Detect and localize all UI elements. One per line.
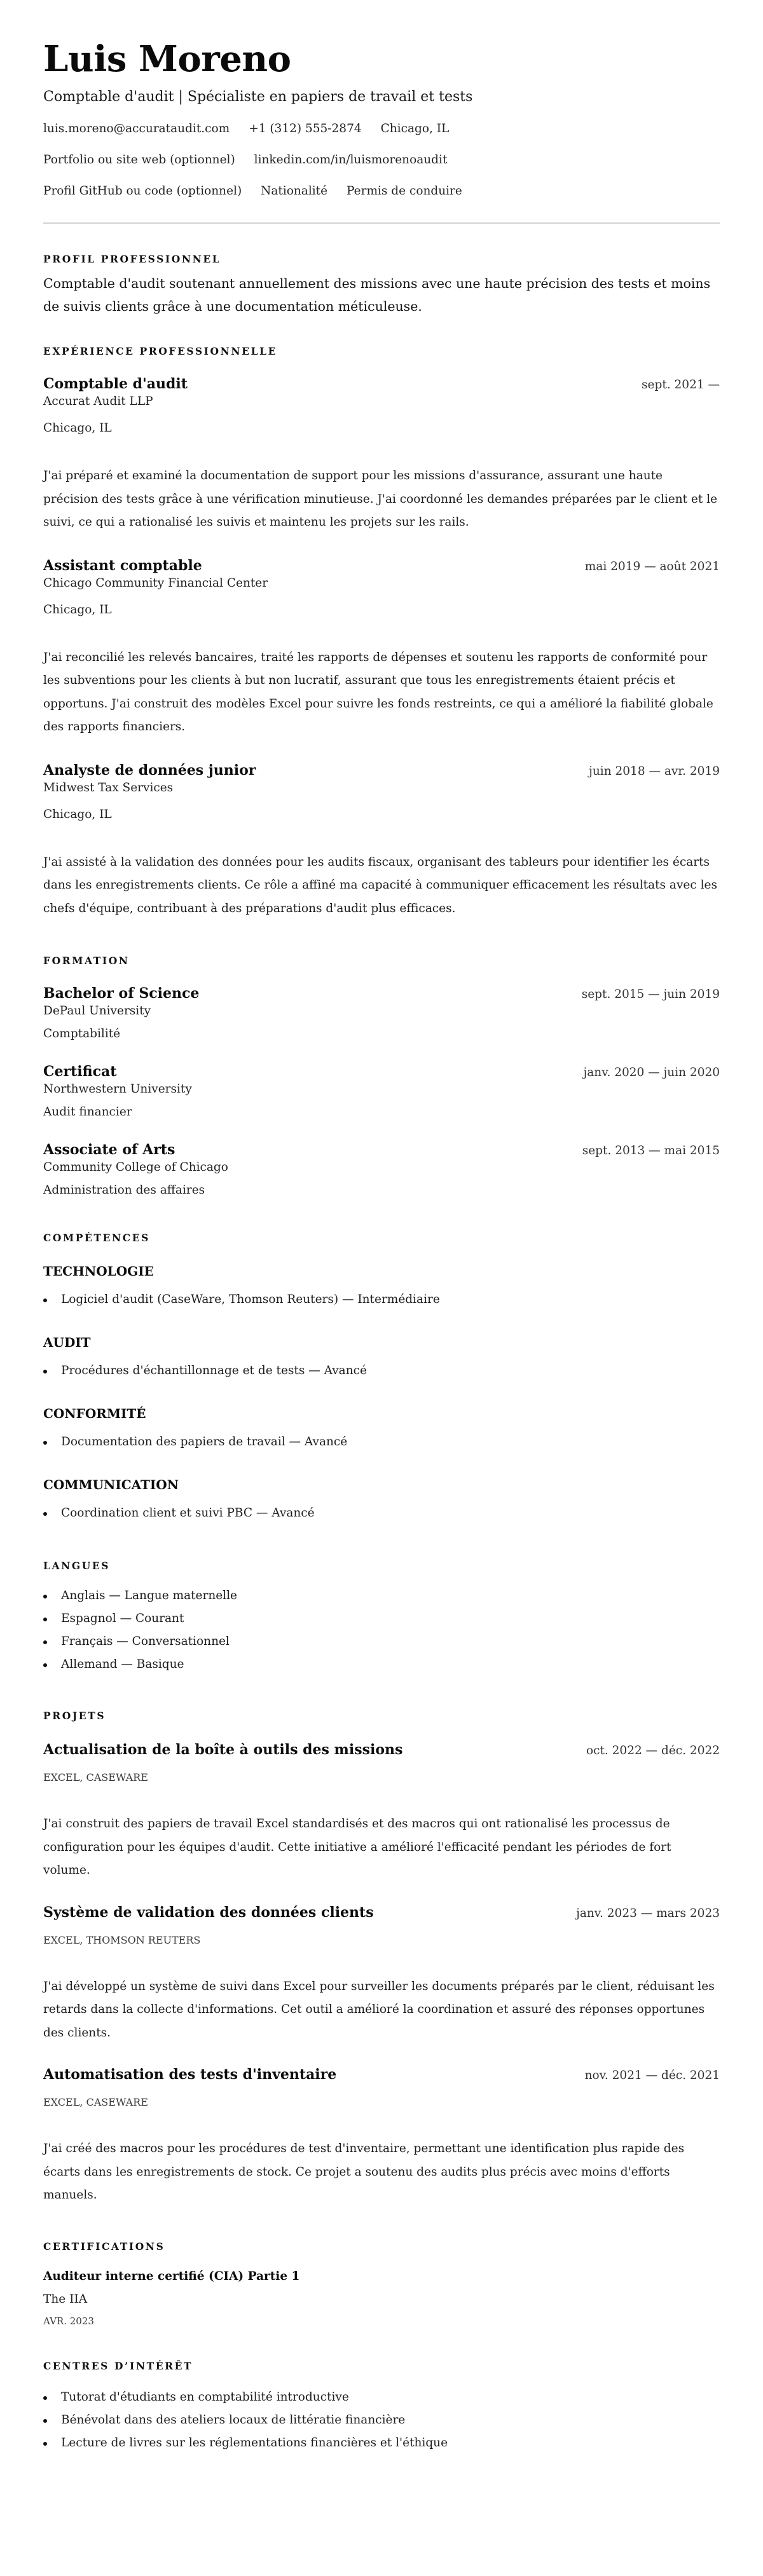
skill-list [43,1434,720,1450]
certification-date: AVR. 2023 [43,2315,94,2327]
certification-name: Auditeur interne certifié (CIA) Partie 1 [43,2269,300,2283]
experience-entry [43,556,720,739]
project-entry [43,1903,720,2045]
section-profile [43,253,720,318]
field-of-study: Comptabilité [43,1027,121,1040]
skill-list [43,1291,720,1308]
project-name: Système de validation des données clients [43,1904,374,1921]
job-description: J'ai reconcilié les relevés bancaires, traité les rapports de dépenses et soutenu les rapports de conformité pour les subventions pour les clients à but non lucratif, assurant que tous les enregistrements étaient précis et opportuns. J'ai construit des modèles Excel pour suivre les fonds restreints, ce qui a amélioré la fiabilité globale des rapports financiers. [43,650,713,733]
contact-phone[interactable]: +1 (312) 555-2874 [249,122,362,135]
field-of-study: Audit financier [43,1105,132,1119]
school-name: Northwestern University [43,1082,192,1096]
section-title: EXPÉRIENCE PROFESSIONNELLE [43,345,277,357]
section-education [43,955,720,1199]
section-title: COMPÉTENCES [43,1232,150,1244]
section-title: FORMATION [43,955,130,967]
job-description: J'ai assisté à la validation des données pour les audits fiscaux, organisant des tableurs pour identifier les écarts dans les enregistrements clients. Ce rôle a affiné ma capacité à communiquer efficacement les résultats avec les chefs d'équipe, contribuant à des préparations d'audit plus efficaces. [43,855,717,915]
candidate-headline: Comptable d'audit | Spécialiste en papiers de travail et tests [43,89,473,105]
job-location: Chicago, IL [43,807,112,821]
job-dates: mai 2019 — août 2021 [584,559,720,573]
school-name: DePaul University [43,1004,151,1018]
company-name: Accurat Audit LLP [43,395,153,408]
project-entry [43,1740,720,1883]
language-item: Anglais — Langue maternelle [43,1588,720,1604]
degree-name: Associate of Arts [43,1141,175,1158]
interest-item: Lecture de livres sur les réglementations financières et l'éthique [43,2435,720,2451]
skill-category: COMMUNICATION [43,1477,179,1492]
job-dates: sept. 2021 — [642,378,720,392]
candidate-name: Luis Moreno [43,38,291,80]
job-location: Chicago, IL [43,603,112,617]
contact-portfolio[interactable]: Portfolio ou site web (optionnel) [43,153,235,167]
section-title: LANGUES [43,1560,111,1572]
education-entry [43,1140,720,1199]
job-title: Comptable d'audit [43,376,188,392]
section-interests [43,2360,720,2451]
contact-row [43,183,720,200]
section-experience [43,345,720,920]
experience-entry [43,761,720,921]
skill-category: AUDIT [43,1335,91,1350]
education-dates: janv. 2020 — juin 2020 [583,1066,720,1079]
project-name: Automatisation des tests d'inventaire [43,2066,337,2083]
interest-item: Bénévolat dans des ateliers locaux de littératie financière [43,2412,720,2429]
project-entry [43,2065,720,2207]
resume-header [43,37,720,224]
section-title: CENTRES D’INTÉRÊT [43,2359,193,2372]
contact-nationality: Nationalité [261,184,328,198]
contact-email[interactable]: luis.moreno@accurataudit.com [43,122,230,135]
education-dates: sept. 2015 — juin 2019 [581,988,720,1001]
section-title: PROFIL PROFESSIONNEL [43,253,221,265]
job-location: Chicago, IL [43,421,112,435]
degree-name: Bachelor of Science [43,985,200,1002]
header-divider [43,222,720,224]
section-projects [43,1710,720,2207]
skill-category: CONFORMITÉ [43,1406,146,1421]
job-description: J'ai préparé et examiné la documentation de support pour les missions d'assurance, assurant une haute précision des tests grâce à une vérification minutieuse. J'ai coordonné les demandes préparées par le client et le suivi, ce qui a rationalisé les suivis et maintenu les projets sur les rails. [43,469,718,529]
profile-summary: Comptable d'audit soutenant annuellement des missions avec une haute précision des tests et moins de suivis clients grâce à une documentation méticuleuse. [43,276,711,314]
section-languages [43,1560,720,1673]
skill-category: TECHNOLOGIE [43,1264,154,1279]
skill-item: Procédures d'échantillonnage et de tests — Avancé [43,1363,720,1379]
education-entry [43,984,720,1042]
job-title: Assistant comptable [43,557,202,574]
language-list [43,1588,720,1673]
education-dates: sept. 2013 — mai 2015 [582,1144,720,1157]
company-name: Chicago Community Financial Center [43,576,268,590]
project-tech-tags: EXCEL, CASEWARE [43,2096,148,2108]
section-skills [43,1232,720,1522]
certification-issuer: The IIA [43,2292,88,2306]
section-title: PROJETS [43,1710,106,1722]
contact-linkedin[interactable]: linkedin.com/in/luismorenoaudit [254,153,448,167]
degree-name: Certificat [43,1063,117,1080]
project-dates: oct. 2022 — déc. 2022 [586,1744,720,1757]
project-description: J'ai construit des papiers de travail Excel standardisés et des macros qui ont rationalisé les processus de configuration pour les équipes d'audit. Cette initiative a amélioré l'efficacité pendant les périodes de fort volume. [43,1817,671,1877]
field-of-study: Administration des affaires [43,1183,205,1197]
project-tech-tags: EXCEL, CASEWARE [43,1771,148,1783]
language-item: Français — Conversationnel [43,1633,720,1650]
skill-item: Coordination client et suivi PBC — Avancé [43,1505,720,1522]
certification-entry [43,2268,720,2328]
job-dates: juin 2018 — avr. 2019 [589,764,720,778]
section-title: CERTIFICATIONS [43,2240,165,2252]
interest-list [43,2389,720,2451]
project-tech-tags: EXCEL, THOMSON REUTERS [43,1933,201,1946]
project-description: J'ai créé des macros pour les procédures de test d'inventaire, permettant une identification plus rapide des écarts dans les enregistrements de stock. Ce projet a soutenu des audits plus précis avec moins d'efforts manuels. [43,2142,685,2202]
project-description: J'ai développé un système de suivi dans Excel pour surveiller les documents préparés par le client, réduisant les retards dans la collecte d'informations. Cet outil a amélioré la coordination et assuré des réponses opportunes des clients. [43,1979,715,2040]
contact-row [43,152,720,168]
section-certifications [43,2240,720,2328]
skill-list [43,1363,720,1379]
education-entry [43,1062,720,1121]
contact-github[interactable]: Profil GitHub ou code (optionnel) [43,184,242,198]
language-item: Allemand — Basique [43,1656,720,1673]
project-dates: nov. 2021 — déc. 2021 [584,2069,720,2082]
language-item: Espagnol — Courant [43,1611,720,1627]
school-name: Community College of Chicago [43,1161,228,1174]
contact-row [43,121,720,137]
skill-list [43,1505,720,1522]
skill-item: Logiciel d'audit (CaseWare, Thomson Reuters) — Intermédiaire [43,1291,720,1308]
contact-driving-license: Permis de conduire [347,184,462,198]
experience-entry [43,374,720,535]
contact-location: Chicago, IL [380,122,450,135]
project-name: Actualisation de la boîte à outils des missions [43,1741,403,1758]
skill-item: Documentation des papiers de travail — Avancé [43,1434,720,1450]
project-dates: janv. 2023 — mars 2023 [576,1906,720,1920]
company-name: Midwest Tax Services [43,780,174,794]
interest-item: Tutorat d'étudiants en comptabilité introductive [43,2389,720,2406]
job-title: Analyste de données junior [43,761,256,779]
